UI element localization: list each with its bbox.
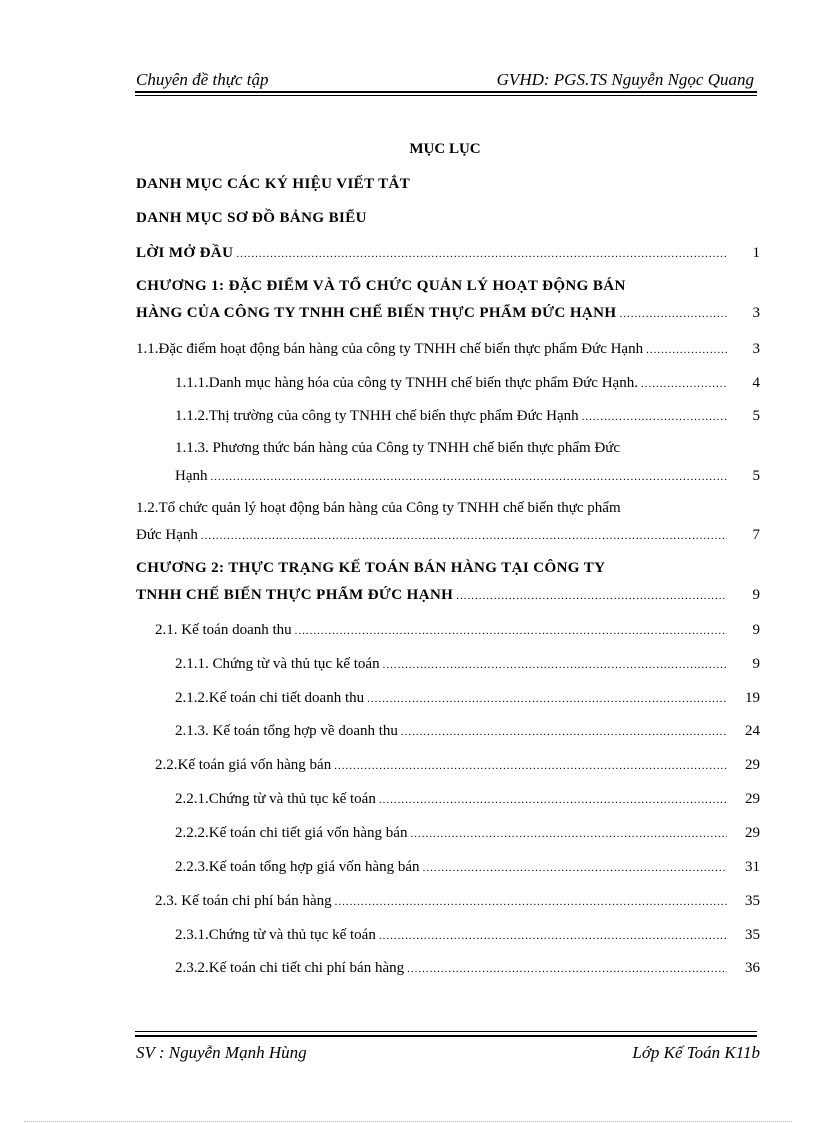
toc-heading-diagrams: DANH MỤC SƠ ĐỒ BẢNG BIỂU	[136, 210, 367, 226]
toc-leader-dots	[646, 343, 727, 358]
toc-entry-page: 3	[752, 341, 760, 357]
header-right-text: GVHD: PGS.TS Nguyễn Ngọc Quang	[496, 70, 754, 89]
toc-entry-line1: CHƯƠNG 1: ĐẶC ĐIỂM VÀ TỔ CHỨC QUẢN LÝ HOẠT ĐỘNG BÁN	[136, 278, 626, 294]
toc-entry-page: 29	[745, 825, 760, 841]
toc-entry[interactable]	[175, 924, 760, 944]
toc-leader-dots	[383, 658, 727, 673]
toc-entry-text: 2.3. Kế toán chi phí bán hàng	[155, 893, 332, 909]
toc-entry-text: 2.2.3.Kế toán tổng hợp giá vốn hàng bán	[175, 859, 420, 875]
toc-leader-dots	[401, 725, 727, 740]
toc-leader-dots	[335, 895, 727, 910]
toc-entry-page: 1	[752, 245, 760, 261]
toc-entry-text: 2.1. Kế toán doanh thu	[155, 622, 292, 638]
toc-entry-page: 35	[745, 893, 760, 909]
toc-title: MỤC LỤC	[409, 141, 481, 157]
toc-entry-page: 29	[745, 791, 760, 807]
toc-entry-line1: CHƯƠNG 2: THỰC TRẠNG KẾ TOÁN BÁN HÀNG TẠI CÔNG TY	[136, 560, 606, 576]
toc-leader-dots	[423, 861, 727, 876]
toc-entry-page: 9	[752, 622, 760, 638]
toc-entry[interactable]	[155, 890, 760, 910]
toc-entry[interactable]	[175, 822, 760, 842]
toc-entry-line1: 1.1.3. Phương thức bán hàng của Công ty TNHH chế biến thực phẩm Đức	[175, 440, 621, 456]
toc-leader-dots	[295, 624, 727, 639]
toc-leader-dots	[582, 410, 727, 425]
header-left-text: Chuyên đề thực tập	[136, 70, 269, 89]
toc-leader-dots	[379, 793, 727, 808]
toc-entry-text: 2.1.1. Chứng từ và thủ tục kế toán	[175, 656, 380, 672]
toc-entry-text: 1.1.1.Danh mục hàng hóa của công ty TNHH chế biến thực phẩm Đức Hạnh.	[175, 375, 638, 391]
toc-entry[interactable]	[136, 584, 760, 604]
footer-rule-bottom	[135, 1035, 757, 1037]
toc-entry[interactable]	[155, 754, 760, 774]
toc-entry-text: 2.2.1.Chứng từ và thủ tục kế toán	[175, 791, 376, 807]
toc-entry[interactable]	[175, 372, 760, 392]
toc-entry-text: LỜI MỞ ĐẦU	[136, 245, 234, 261]
toc-entry[interactable]	[136, 338, 760, 358]
toc-leader-dots	[641, 377, 727, 392]
toc-entry-text: 2.2.2.Kế toán chi tiết giá vốn hàng bán	[175, 825, 408, 841]
toc-entry-page: 19	[745, 690, 760, 706]
toc-entry-page: 24	[745, 723, 760, 739]
toc-entry-text: Đức Hạnh	[136, 527, 198, 543]
toc-entry-page: 5	[752, 408, 760, 424]
toc-entry[interactable]	[175, 957, 760, 977]
toc-entry-text: 2.3.1.Chứng từ và thủ tục kế toán	[175, 927, 376, 943]
page-bottom-border	[24, 1121, 792, 1122]
toc-entry[interactable]	[175, 720, 760, 740]
toc-entry[interactable]	[136, 524, 760, 544]
footer-left-text: SV : Nguyễn Mạnh Hùng	[136, 1043, 307, 1062]
toc-entry-page: 35	[745, 927, 760, 943]
toc-entry-page: 29	[745, 757, 760, 773]
toc-entry-text: 2.1.2.Kế toán chi tiết doanh thu	[175, 690, 365, 706]
toc-entry[interactable]	[175, 465, 760, 485]
toc-leader-dots	[201, 529, 727, 544]
toc-entry[interactable]	[175, 653, 760, 673]
toc-leader-dots	[367, 692, 727, 707]
toc-entry-text: Hạnh	[175, 468, 208, 484]
toc-entry-page: 5	[752, 468, 760, 484]
toc-entry-text: 1.1.2.Thị trường của công ty TNHH chế biến thực phẩm Đức Hạnh	[175, 408, 579, 424]
toc-entry-text: HÀNG CỦA CÔNG TY TNHH CHẾ BIẾN THỰC PHẨM ĐỨC HẠNH	[136, 305, 617, 321]
toc-leader-dots	[236, 247, 727, 262]
toc-entry-page: 9	[752, 587, 760, 603]
toc-leader-dots	[211, 470, 728, 485]
toc-leader-dots	[407, 962, 727, 977]
toc-entry[interactable]	[175, 788, 760, 808]
toc-heading-abbreviations: DANH MỤC CÁC KÝ HIỆU VIẾT TẮT	[136, 176, 411, 192]
toc-entry-text: 1.1.Đặc điểm hoạt động bán hàng của công ty TNHH chế biến thực phẩm Đức Hạnh	[136, 341, 644, 357]
toc-entry-text: 2.1.3. Kế toán tổng hợp về doanh thu	[175, 723, 398, 739]
toc-leader-dots	[334, 759, 727, 774]
toc-entry-text: TNHH CHẾ BIẾN THỰC PHẨM ĐỨC HẠNH	[136, 587, 454, 603]
toc-entry[interactable]	[175, 687, 760, 707]
toc-leader-dots	[456, 589, 727, 604]
toc-leader-dots	[410, 827, 727, 842]
toc-entry-line1: 1.2.Tổ chức quản lý hoạt động bán hàng của Công ty TNHH chế biến thực phẩm	[136, 500, 621, 516]
footer-rule-top	[135, 1031, 757, 1032]
footer-right-text: Lớp Kế Toán K11b	[632, 1043, 760, 1062]
toc-entry-page: 3	[752, 305, 760, 321]
toc-entry[interactable]	[155, 619, 760, 639]
toc-entry-text: 2.2.Kế toán giá vốn hàng bán	[155, 757, 332, 773]
toc-entry-page: 7	[752, 527, 760, 543]
toc-entry[interactable]	[136, 302, 760, 322]
toc-entry-page: 9	[752, 656, 760, 672]
toc-entry[interactable]	[175, 856, 760, 876]
toc-entry[interactable]	[136, 242, 760, 262]
toc-entry-page: 36	[745, 960, 760, 976]
toc-entry-page: 4	[752, 375, 760, 391]
toc-leader-dots	[619, 307, 727, 322]
toc-entry[interactable]	[175, 405, 760, 425]
toc-leader-dots	[379, 929, 727, 944]
toc-entry-text: 2.3.2.Kế toán chi tiết chi phí bán hàng	[175, 960, 405, 976]
toc-entry-page: 31	[745, 859, 760, 875]
